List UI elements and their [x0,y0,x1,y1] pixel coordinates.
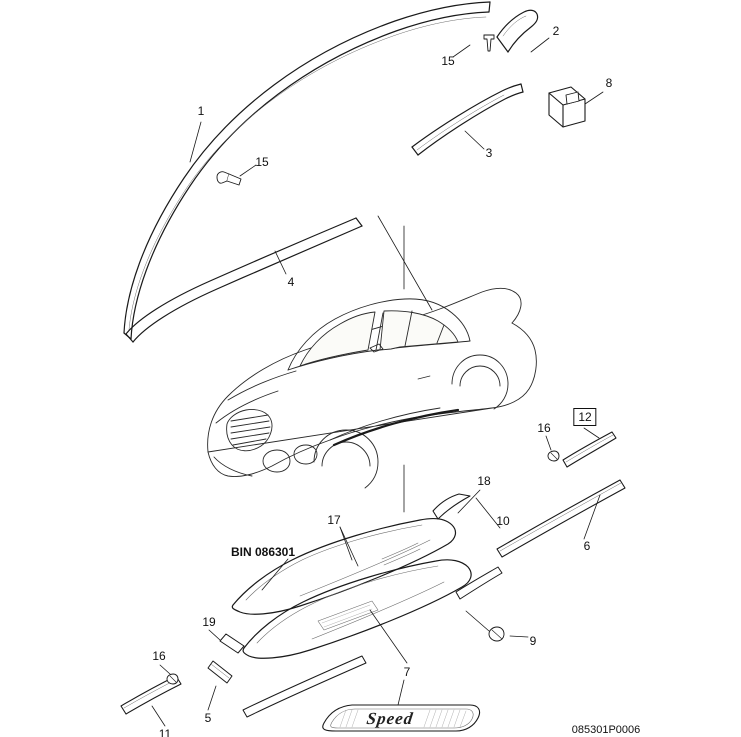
part-trim-12 [563,432,616,467]
part-sill-tread-17 [232,519,455,615]
callout-12: 12 [573,408,596,426]
callout-2: 2 [552,24,560,38]
callout-1: 1 [197,104,205,118]
part-end-cap-2 [497,10,538,52]
callout-6: 6 [583,539,591,553]
callout-9: 9 [529,634,537,648]
fastener-15-left [217,172,241,185]
callout-15-top: 15 [441,54,455,68]
fastener-16-right [548,451,559,461]
part-trim-3 [412,84,523,155]
callout-5: 5 [204,711,212,725]
part-trim-5 [208,661,232,683]
car-illustration [208,288,537,488]
callout-16-right: 16 [537,421,551,435]
callout-17: 17 [327,513,341,527]
callout-15-left: 15 [255,155,269,169]
fastener-9 [466,611,504,641]
part-arrow-19 [220,634,244,653]
part-strip-bottom [243,656,366,717]
bin-label: BIN 086301 [230,545,296,559]
callout-7: 7 [403,665,411,679]
callout-8: 8 [605,76,613,90]
callout-10: 10 [496,514,510,528]
part-strip-10 [456,567,502,599]
figure-code: 085301P0006 [571,724,641,736]
callout-3: 3 [485,146,493,160]
part-trim-4 [126,218,362,342]
callout-18: 18 [477,474,491,488]
callout-11: 11 [158,727,172,737]
part-sill-tread-7 [243,560,471,658]
part-trim-6 [497,480,625,557]
part-roof-trim-1 [124,2,490,339]
callout-16-left: 16 [152,649,166,663]
fastener-16-left [167,674,178,684]
fastener-15-top [484,35,494,51]
part-clip-8 [549,87,585,127]
callout-19: 19 [202,615,216,629]
badge-lettering: Speed [365,709,415,728]
callout-4: 4 [287,275,295,289]
